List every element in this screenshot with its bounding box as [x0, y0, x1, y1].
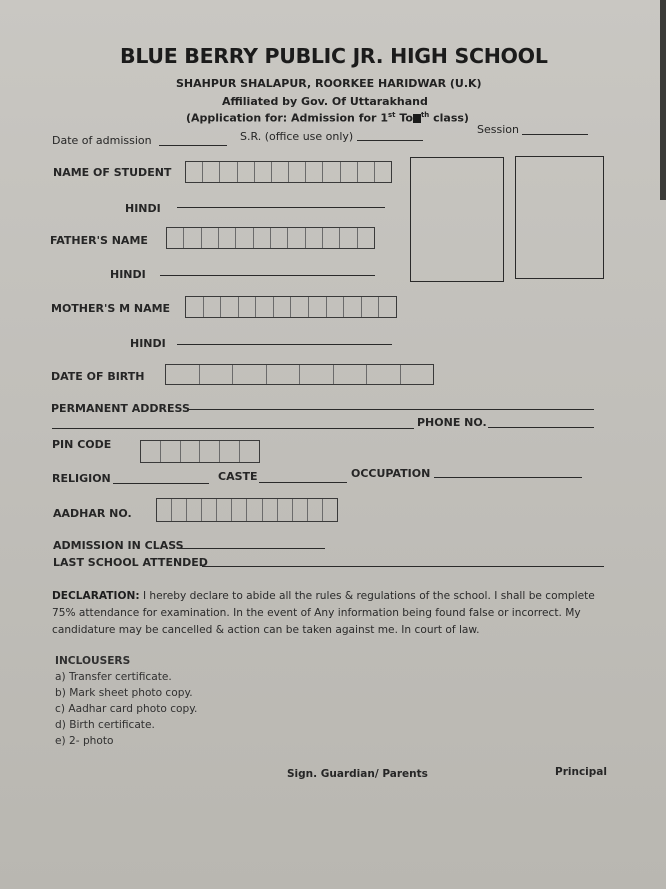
mothers-name-label: MOTHER'S M NAME	[51, 302, 171, 315]
school-name: BLUE BERRY PUBLIC JR. HIGH SCHOOL	[120, 44, 548, 68]
religion-label: RELIGION	[52, 472, 111, 485]
char-box[interactable]	[184, 228, 201, 248]
enclosure-item: e) 2- photo	[55, 735, 114, 747]
admission-in-class-field[interactable]	[177, 548, 325, 549]
mothers-name-boxes[interactable]	[185, 296, 397, 318]
date-of-birth-boxes[interactable]	[165, 364, 434, 385]
char-box[interactable]	[367, 365, 401, 384]
ink-blot-icon	[413, 114, 421, 123]
char-box[interactable]	[274, 297, 292, 317]
char-box[interactable]	[200, 365, 234, 384]
enclosures	[55, 653, 197, 749]
photo-box-2[interactable]	[515, 156, 604, 279]
sr-office-field[interactable]	[357, 140, 423, 141]
char-box[interactable]	[358, 228, 374, 248]
permanent-address-field-1[interactable]	[188, 409, 594, 410]
father-hindi-label: HINDI	[110, 268, 146, 281]
declaration-heading: DECLARATION:	[52, 590, 140, 602]
char-box[interactable]	[157, 499, 172, 521]
application-suffix: class)	[429, 111, 469, 125]
char-box[interactable]	[255, 162, 272, 182]
char-box[interactable]	[186, 162, 203, 182]
char-box[interactable]	[340, 228, 357, 248]
char-box[interactable]	[233, 365, 267, 384]
pin-code-boxes[interactable]	[140, 440, 260, 463]
enclosure-item: a) Transfer certificate.	[55, 671, 172, 683]
char-box[interactable]	[306, 228, 323, 248]
application-line	[186, 111, 469, 125]
char-box[interactable]	[247, 499, 262, 521]
char-box[interactable]	[202, 228, 219, 248]
mother-hindi-field[interactable]	[177, 344, 392, 345]
name-of-student-label: NAME OF STUDENT	[53, 166, 172, 179]
sup-st: st	[387, 111, 396, 119]
date-of-admission-label: Date of admission	[52, 134, 152, 147]
date-of-birth-label: DATE OF BIRTH	[51, 370, 145, 383]
char-box[interactable]	[309, 297, 327, 317]
occupation-field[interactable]	[434, 477, 582, 478]
aadhar-no-label: AADHAR NO.	[53, 507, 132, 520]
char-box[interactable]	[289, 162, 306, 182]
char-box[interactable]	[141, 441, 161, 462]
char-box[interactable]	[358, 162, 375, 182]
char-box[interactable]	[334, 365, 368, 384]
char-box[interactable]	[362, 297, 380, 317]
school-address: SHAHPUR SHALAPUR, ROORKEE HARIDWAR (U.K)	[176, 77, 482, 90]
student-hindi-label: HINDI	[125, 202, 161, 215]
student-hindi-field[interactable]	[177, 207, 385, 208]
phone-no-field[interactable]	[488, 427, 594, 428]
application-mid: To	[395, 111, 413, 125]
char-box[interactable]	[166, 365, 200, 384]
last-school-field[interactable]	[202, 566, 604, 567]
fathers-name-label: FATHER'S NAME	[50, 234, 148, 247]
char-box[interactable]	[293, 499, 308, 521]
char-box[interactable]	[341, 162, 358, 182]
char-box[interactable]	[161, 441, 181, 462]
char-box[interactable]	[323, 162, 340, 182]
char-box[interactable]	[401, 365, 434, 384]
phone-no-label: PHONE NO.	[417, 416, 487, 429]
last-school-label: LAST SCHOOL ATTENDED	[53, 556, 208, 569]
char-box[interactable]	[267, 365, 301, 384]
char-box[interactable]	[379, 297, 396, 317]
char-box[interactable]	[203, 162, 220, 182]
char-box[interactable]	[217, 499, 232, 521]
caste-field[interactable]	[259, 482, 347, 483]
char-box[interactable]	[300, 365, 334, 384]
char-box[interactable]	[323, 228, 340, 248]
char-box[interactable]	[272, 162, 289, 182]
char-box[interactable]	[288, 228, 305, 248]
father-hindi-field[interactable]	[160, 275, 375, 276]
photo-box-1[interactable]	[410, 157, 504, 282]
char-box[interactable]	[308, 499, 323, 521]
sup-th: th	[420, 111, 430, 119]
char-box[interactable]	[240, 441, 259, 462]
char-box[interactable]	[263, 499, 278, 521]
char-box[interactable]	[186, 297, 204, 317]
char-box[interactable]	[239, 297, 257, 317]
char-box[interactable]	[323, 499, 337, 521]
principal-signature-label: Principal	[555, 766, 607, 778]
char-box[interactable]	[220, 441, 240, 462]
char-box[interactable]	[375, 162, 391, 182]
char-box[interactable]	[271, 228, 288, 248]
char-box[interactable]	[187, 499, 202, 521]
session-field[interactable]	[522, 134, 588, 135]
char-box[interactable]	[172, 499, 187, 521]
char-box[interactable]	[238, 162, 255, 182]
guardian-signature-label: Sign. Guardian/ Parents	[287, 768, 428, 780]
date-of-admission-field[interactable]	[159, 145, 227, 146]
declaration-text: I hereby declare to abide all the rules & regulations of the school. I shall be complete 75% attendance for examination. In the event of Any information being found false or incorrect. My candidature may be cancelled & action can be taken against me. In court of law.	[52, 590, 595, 636]
fathers-name-boxes[interactable]	[166, 227, 375, 249]
enclosure-item: d) Birth certificate.	[55, 719, 155, 731]
char-box[interactable]	[306, 162, 323, 182]
char-box[interactable]	[232, 499, 247, 521]
permanent-address-field-2[interactable]	[52, 428, 414, 429]
char-box[interactable]	[278, 499, 293, 521]
char-box[interactable]	[167, 228, 184, 248]
char-box[interactable]	[219, 228, 236, 248]
admission-in-class-label: ADMISSION IN CLASS	[53, 539, 184, 552]
aadhar-no-boxes[interactable]	[156, 498, 338, 522]
table-edge	[660, 0, 666, 200]
char-box[interactable]	[181, 441, 201, 462]
enclosure-item: b) Mark sheet photo copy.	[55, 687, 193, 699]
char-box[interactable]	[204, 297, 222, 317]
pin-code-label: PIN CODE	[52, 438, 112, 451]
sr-office-label: S.R. (office use only)	[240, 130, 354, 143]
char-box[interactable]	[254, 228, 271, 248]
declaration	[52, 588, 607, 639]
name-of-student-boxes[interactable]	[185, 161, 392, 183]
char-box[interactable]	[220, 162, 237, 182]
char-box[interactable]	[202, 499, 217, 521]
char-box[interactable]	[327, 297, 345, 317]
char-box[interactable]	[221, 297, 239, 317]
session-label: Session	[477, 123, 519, 136]
permanent-address-label: PERMANENT ADDRESS	[51, 402, 190, 415]
religion-field[interactable]	[113, 483, 209, 484]
enclosures-heading: INCLOUSERS	[55, 655, 131, 667]
affiliation: Affiliated by Gov. Of Uttarakhand	[222, 95, 428, 108]
char-box[interactable]	[291, 297, 309, 317]
char-box[interactable]	[256, 297, 274, 317]
mother-hindi-label: HINDI	[130, 337, 166, 350]
enclosure-item: c) Aadhar card photo copy.	[55, 703, 198, 715]
occupation-label: OCCUPATION	[351, 467, 431, 480]
application-prefix: (Application for: Admission for 1	[186, 111, 388, 125]
caste-label: CASTE	[218, 470, 258, 483]
char-box[interactable]	[344, 297, 362, 317]
char-box[interactable]	[200, 441, 220, 462]
char-box[interactable]	[236, 228, 253, 248]
